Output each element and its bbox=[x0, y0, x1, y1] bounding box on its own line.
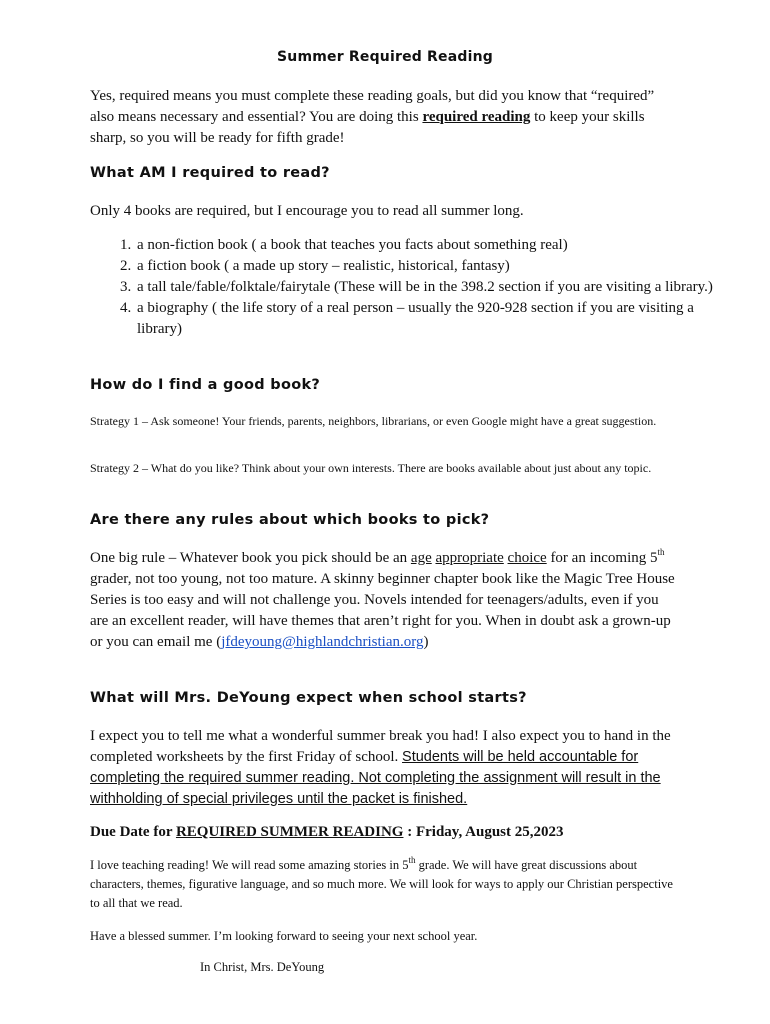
farewell-line: Have a blessed summer. I’m looking forward to seeing your next school year. bbox=[90, 929, 478, 943]
list-item: 1. a non-fiction book ( a book that teaches you facts about something real) bbox=[135, 235, 725, 256]
book-list bbox=[90, 235, 725, 340]
section-heading-find-book: How do I find a good book? bbox=[90, 377, 321, 393]
list-item: 3. a tall tale/fable/folktale/fairytale (These will be in the 398.2 section if you are visiting a library.) bbox=[135, 277, 725, 298]
strategy-2: Strategy 2 – What do you like? Think about your own interests. There are books available about just about any topic. bbox=[90, 461, 652, 475]
signoff: In Christ, Mrs. DeYoung bbox=[200, 960, 325, 974]
intro-paragraph: Yes, required means you must complete these reading goals, but did you know that “required” also means necessary and essential? You are doing this required reading to keep your skills sharp, so you will be ready for fifth grade! bbox=[90, 88, 655, 146]
accountability-warning: Students will be held accountable for completing the required summer reading. Not completing the assignment will result in the withholding of special privileges until the packet is finished. bbox=[90, 749, 661, 807]
expectations-paragraph: I expect you to tell me what a wonderful summer break you had! I also expect you to hand in the completed worksheets by the first Friday of school. Students will be held accountable for completing the required summer reading. Not completing the assignment will result in the withholding of special privileges until the packet is finished. bbox=[90, 728, 671, 807]
section-heading-what-to-read: What AM I required to read? bbox=[90, 165, 330, 181]
rules-paragraph: One big rule – Whatever book you pick should be an age appropriate choice for an incoming 5th grader, not too young, not too mature. A skinny beginner chapter book like the Magic Tree House Series is too easy and will not challenge you. Novels intended for teenagers/adults, even if you are an excellent reader, will have themes that aren’t right for you. When in doubt ask a grown-up or you can email me (jfdeyoung@highlandchristian.org) bbox=[90, 547, 675, 650]
due-date-line: Due Date for REQUIRED SUMMER READING : Friday, August 25,2023 bbox=[90, 824, 564, 840]
list-item: 4. a biography ( the life story of a real person – usually the 920-928 section if you are visiting a library) bbox=[135, 298, 725, 340]
required-reading-emphasis: required reading bbox=[422, 109, 531, 125]
list-item: 2. a fiction book ( a made up story – realistic, historical, fantasy) bbox=[135, 256, 725, 277]
closing-paragraph: I love teaching reading! We will read some amazing stories in 5th grade. We will have great discussions about characters, themes, figurative language, and so much more. We will look for ways to apply our Christian perspective to all that we read. bbox=[90, 854, 673, 910]
document-title: Summer Required Reading bbox=[277, 49, 493, 65]
strategy-1: Strategy 1 – Ask someone! Your friends, parents, neighbors, librarians, or even Google might have a great suggestion. bbox=[90, 414, 657, 428]
section-heading-rules: Are there any rules about which books to pick? bbox=[90, 512, 490, 528]
section-heading-expectations: What will Mrs. DeYoung expect when school starts? bbox=[90, 690, 527, 706]
required-count-text: Only 4 books are required, but I encourage you to read all summer long. bbox=[90, 203, 524, 219]
email-link[interactable]: jfdeyoung@highlandchristian.org bbox=[221, 634, 424, 650]
